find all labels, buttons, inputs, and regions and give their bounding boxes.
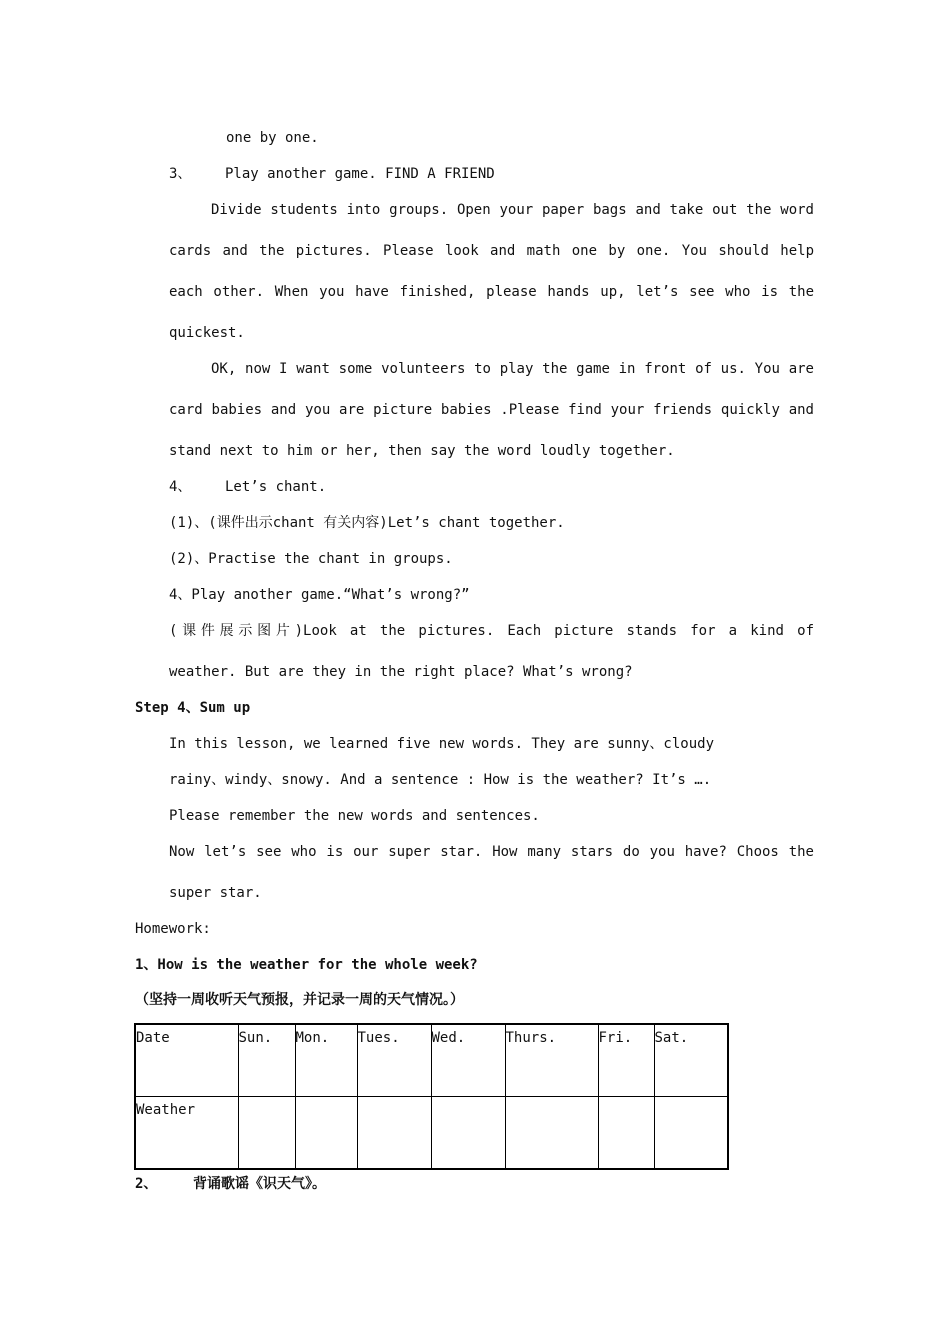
table-cell: Wed.: [431, 1024, 505, 1097]
paragraph-line: super star.: [169, 885, 262, 901]
table-cell[interactable]: [598, 1097, 654, 1170]
table-cell[interactable]: [431, 1097, 505, 1170]
paragraph-line: stand next to him or her, then say the word loudly together.: [169, 443, 675, 459]
homework-label: Homework:: [135, 921, 211, 937]
list-text: Let’s chant.: [225, 479, 327, 495]
text-line: Please remember the new words and sentences.: [169, 808, 540, 824]
paragraph-line: Divide students into groups. Open your paper bags and take out the word: [211, 202, 814, 218]
paragraph-line: OK, now I want some volunteers to play the game in front of us. You are: [211, 361, 814, 377]
paragraph-line: (课件展示图片)Look at the pictures. Each picture stands for a kind of: [169, 623, 814, 639]
text-line: In this lesson, we learned five new words. They are sunny、cloudy: [169, 736, 715, 752]
homework-note: （坚持一周收听天气预报，并记录一周的天气情况。）: [135, 992, 464, 1008]
table-cell: Sat.: [654, 1024, 728, 1097]
paragraph-line: weather. But are they in the right place? What’s wrong?: [169, 664, 633, 680]
table-cell[interactable]: [295, 1097, 357, 1170]
table-row: [135, 1024, 728, 1097]
paragraph-line: Now let’s see who is our super star. How many stars do you have? Choos the: [169, 844, 814, 860]
paragraph-line: card babies and you are picture babies .Please find your friends quickly and: [169, 402, 814, 418]
list-number: 4、: [169, 479, 192, 495]
table-cell[interactable]: [238, 1097, 295, 1170]
list-item-3: [169, 165, 495, 183]
list-number: 2、: [135, 1176, 158, 1192]
table-cell: Mon.: [295, 1024, 357, 1097]
table-cell[interactable]: [505, 1097, 598, 1170]
table-cell: Date: [135, 1024, 238, 1097]
list-text: Play another game. FIND A FRIEND: [225, 166, 495, 182]
homework-item-1: 1、How is the weather for the whole week?: [135, 957, 478, 973]
table-cell[interactable]: [357, 1097, 431, 1170]
text-line: (2)、Practise the chant in groups.: [169, 551, 453, 567]
paragraph-line: quickest.: [169, 325, 245, 341]
weather-table: [134, 1023, 729, 1170]
paragraph-line: each other. When you have finished, please hands up, let’s see who is the: [169, 284, 814, 300]
list-item-4: [169, 478, 326, 496]
text-line: one by one.: [226, 130, 319, 146]
text-line: rainy、windy、snowy. And a sentence : How is the weather? It’s ….: [169, 772, 712, 788]
list-text: 背诵歌谣《识天气》。: [193, 1176, 326, 1192]
table-cell: Weather: [135, 1097, 238, 1170]
list-number: 3、: [169, 166, 192, 182]
table-cell: Tues.: [357, 1024, 431, 1097]
table-row: [135, 1097, 728, 1170]
section-heading: Step 4、Sum up: [135, 700, 251, 716]
homework-item-2: [135, 1175, 326, 1193]
table-cell[interactable]: [654, 1097, 728, 1170]
paragraph-line: cards and the pictures. Please look and math one by one. You should help: [169, 243, 814, 259]
text-line: (1)、(课件出示chant 有关内容)Let’s chant together.: [169, 515, 565, 531]
table-cell: Sun.: [238, 1024, 295, 1097]
text-line: 4、Play another game.“What’s wrong?”: [169, 587, 470, 603]
table-cell: Fri.: [598, 1024, 654, 1097]
table-cell: Thurs.: [505, 1024, 598, 1097]
